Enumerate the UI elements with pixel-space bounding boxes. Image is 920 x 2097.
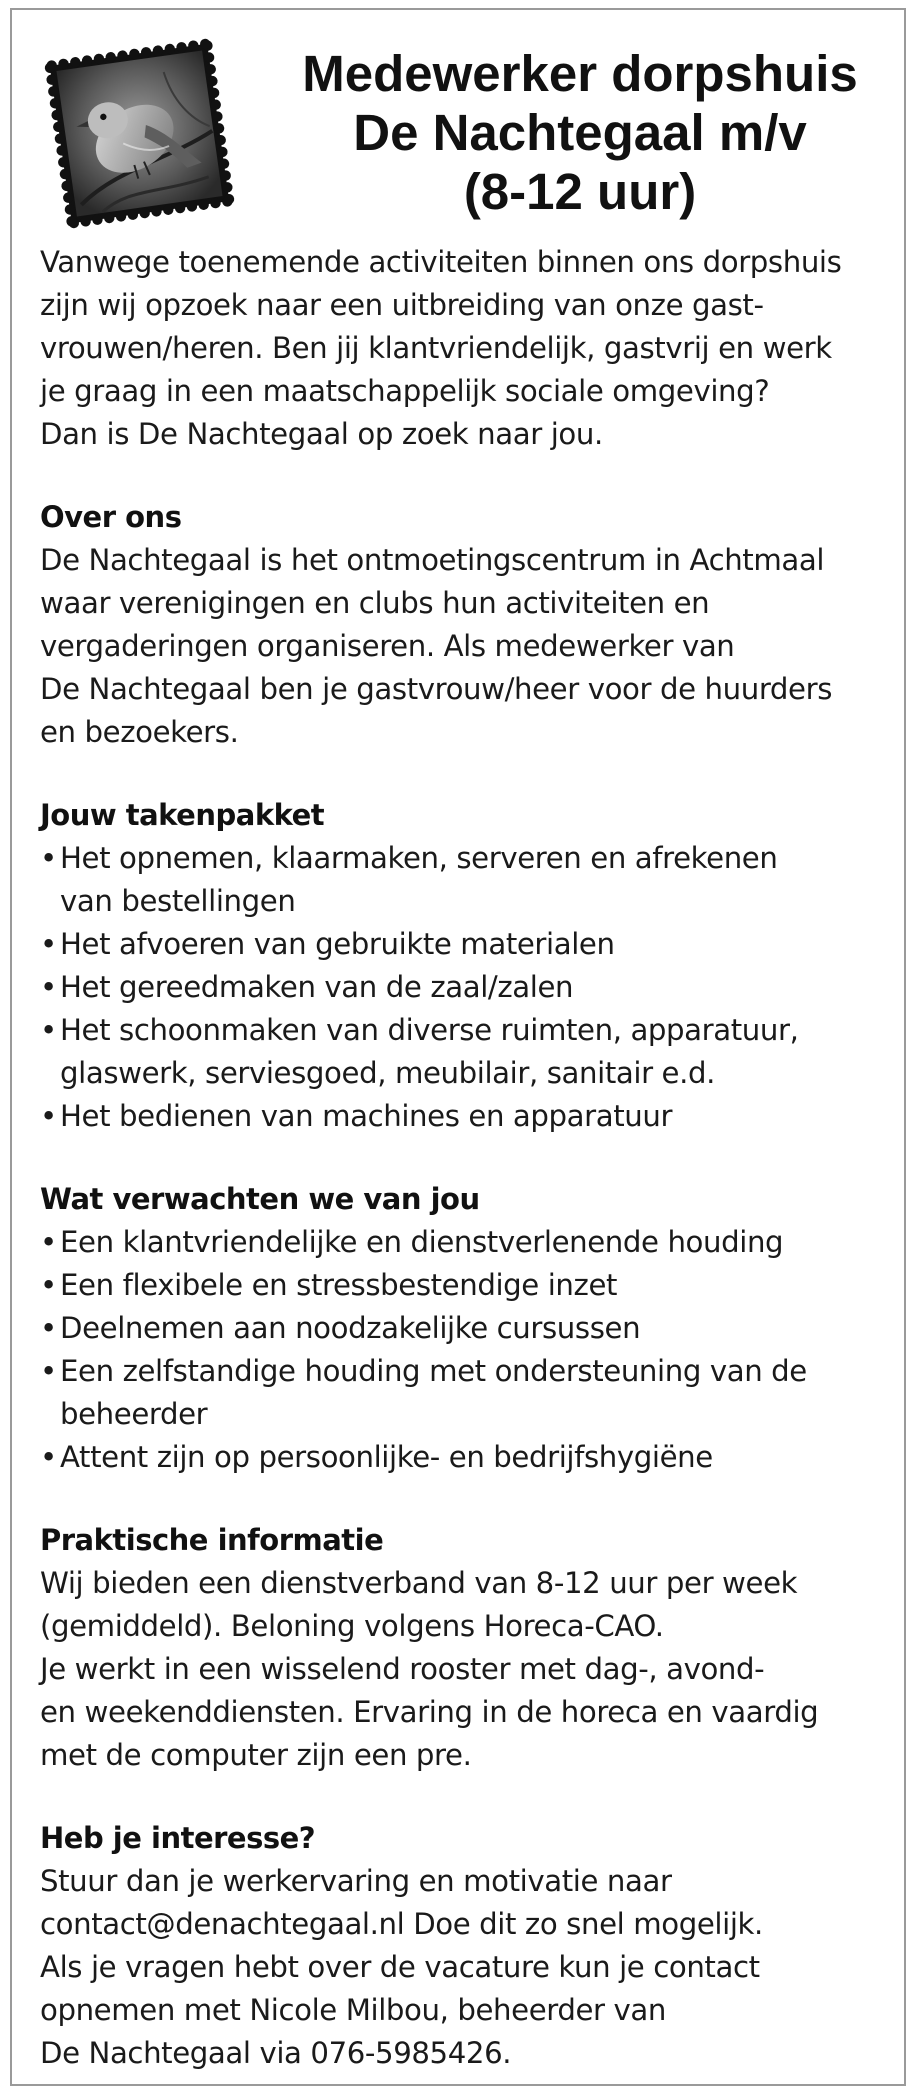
list-item [40, 1095, 886, 1138]
about-line: waar verenigingen en clubs hun activiteiten en [40, 586, 710, 620]
list-item-line: • Het afvoeren van gebruikte materialen [60, 927, 615, 961]
list-item-line: • Een flexibele en stressbestendige inzet [60, 1268, 618, 1302]
list-item-line: • Attent zijn op persoonlijke- en bedrijfshygiëne [60, 1440, 713, 1474]
list-item [40, 1264, 886, 1307]
about-line: De Nachtegaal ben je gastvrouw/heer voor de huurders [40, 672, 833, 706]
list-item [40, 1221, 886, 1264]
intro-paragraph [40, 241, 886, 456]
expectations-list [40, 1221, 886, 1479]
practical-line: (gemiddeld). Beloning volgens Horeca-CAO. [40, 1609, 664, 1643]
title-line: De Nachtegaal m/v [353, 104, 807, 161]
list-item-line: beheerder [60, 1397, 208, 1431]
practical-section [40, 1519, 886, 1777]
expectations-heading: Wat verwachten we van jou [40, 1182, 480, 1216]
nightingale-stamp-icon [41, 35, 239, 233]
ad-content [40, 36, 886, 2075]
page-title [280, 44, 880, 221]
practical-paragraph [40, 1562, 886, 1777]
about-section [40, 496, 886, 754]
interest-line: opnemen met Nicole Milbou, beheerder van [40, 1993, 666, 2027]
list-item-line: • Het schoonmaken van diverse ruimten, apparatuur, [60, 1013, 799, 1047]
intro-line: Dan is De Nachtegaal op zoek naar jou. [40, 417, 603, 451]
list-item-line: • Een klantvriendelijke en dienstverlenende houding [60, 1225, 784, 1259]
list-item [40, 1009, 886, 1095]
ad-header [40, 36, 886, 241]
interest-paragraph [40, 1860, 886, 2075]
about-line: en bezoekers. [40, 715, 239, 749]
list-item [40, 1350, 886, 1436]
job-advertisement [10, 8, 906, 2086]
practical-line: Je werkt in een wisselend rooster met dag-, avond- [40, 1652, 765, 1686]
list-item [40, 923, 886, 966]
title-line: Medewerker dorpshuis [302, 45, 858, 102]
list-item [40, 837, 886, 923]
list-item-line: van bestellingen [60, 884, 296, 918]
practical-heading: Praktische informatie [40, 1523, 384, 1557]
interest-section [40, 1817, 886, 2075]
tasks-heading: Jouw takenpakket [40, 798, 325, 832]
intro-line: Vanwege toenemende activiteiten binnen ons dorpshuis [40, 245, 842, 279]
tasks-list [40, 837, 886, 1138]
intro-line: zijn wij opzoek naar een uitbreiding van onze gast- [40, 288, 764, 322]
list-item-line: • Deelnemen aan noodzakelijke cursussen [60, 1311, 641, 1345]
about-line: vergaderingen organiseren. Als medewerker van [40, 629, 735, 663]
interest-line: contact@denachtegaal.nl Doe dit zo snel mogelijk. [40, 1907, 763, 1941]
practical-line: en weekenddiensten. Ervaring in de horeca en vaardig [40, 1695, 819, 1729]
list-item-line: • Het bedienen van machines en apparatuur [60, 1099, 673, 1133]
about-heading: Over ons [40, 500, 182, 534]
interest-line: De Nachtegaal via 076-5985426. [40, 2036, 512, 2070]
practical-line: Wij bieden een dienstverband van 8-12 uur per week [40, 1566, 798, 1600]
about-line: De Nachtegaal is het ontmoetingscentrum in Achtmaal [40, 543, 825, 577]
intro-line: je graag in een maatschappelijk sociale omgeving? [40, 374, 770, 408]
list-item [40, 1307, 886, 1350]
list-item-line: • Het opnemen, klaarmaken, serveren en afrekenen [60, 841, 778, 875]
list-item-line: glaswerk, serviesgoed, meubilair, sanitair e.d. [60, 1056, 715, 1090]
list-item [40, 1436, 886, 1479]
practical-line: met de computer zijn een pre. [40, 1738, 472, 1772]
list-item [40, 966, 886, 1009]
interest-heading: Heb je interesse? [40, 1821, 316, 1855]
interest-line: Stuur dan je werkervaring en motivatie naar [40, 1864, 672, 1898]
tasks-section [40, 794, 886, 1138]
list-item-line: • Een zelfstandige houding met ondersteuning van de [60, 1354, 807, 1388]
interest-line: Als je vragen hebt over de vacature kun je contact [40, 1950, 760, 1984]
intro-line: vrouwen/heren. Ben jij klantvriendelijk, gastvrij en werk [40, 331, 832, 365]
title-line: (8-12 uur) [463, 163, 697, 220]
list-item-line: • Het gereedmaken van de zaal/zalen [60, 970, 574, 1004]
about-paragraph [40, 539, 886, 754]
expectations-section [40, 1178, 886, 1479]
